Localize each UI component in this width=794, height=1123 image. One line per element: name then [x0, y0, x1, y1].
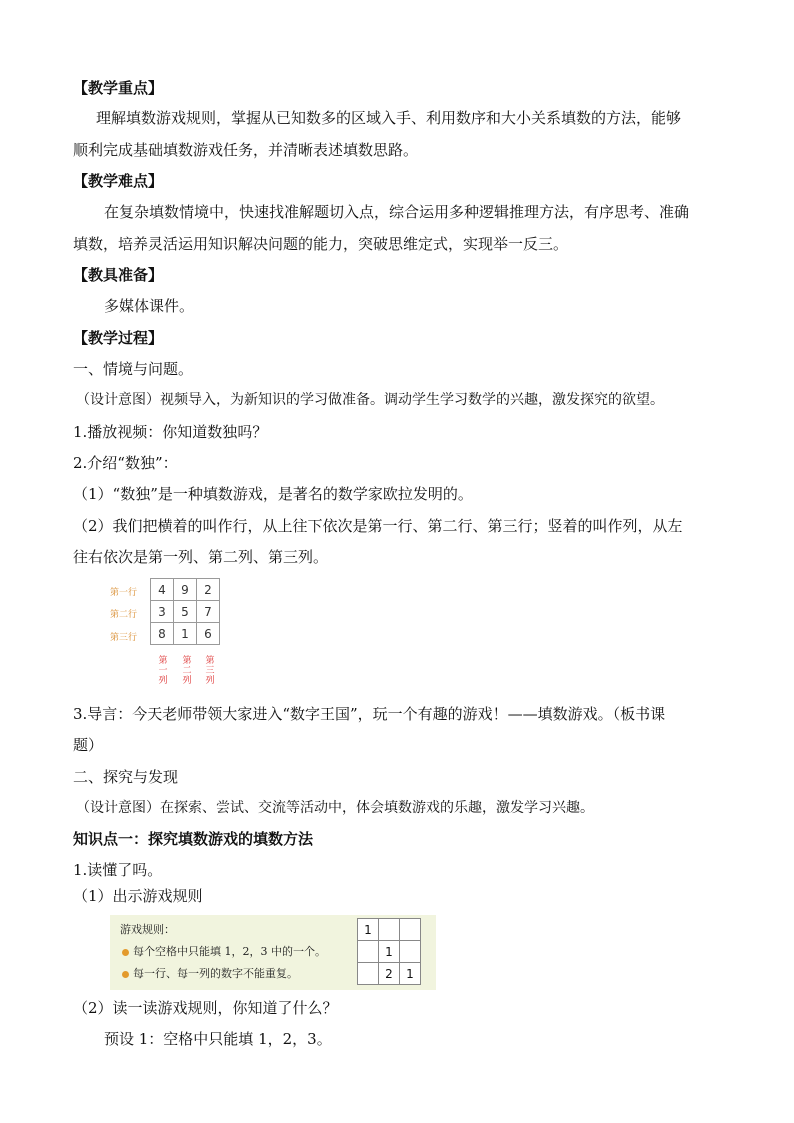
design-intent-2: （设计意图）在探索、尝试、交流等活动中，体会填数游戏的乐趣，激发学习兴趣。 [76, 800, 594, 816]
tools-text: 多媒体课件。 [104, 297, 195, 315]
rule-2: 每一行、每一列的数字不能重复。 [122, 965, 298, 981]
part1-title: 一、情境与问题。 [73, 360, 194, 378]
sudoku-cell: 8 [151, 623, 174, 645]
rules-cell [379, 919, 400, 941]
difficulty-text-2: 填数，培养灵活运用知识解决问题的能力，突破思维定式，实现举一反三。 [73, 235, 569, 253]
sudoku-cell: 4 [151, 579, 174, 601]
row-label-3: 第三行 [110, 633, 138, 643]
rules-cell [358, 941, 379, 963]
sudoku-grid [150, 578, 220, 645]
bullet-dot-icon [122, 949, 129, 956]
row-label-1: 第一行 [110, 588, 138, 598]
sudoku-cell: 6 [197, 623, 220, 645]
preset-1: 预设 1：空格中只能填 1，2，3。 [104, 1030, 332, 1048]
difficulty-text-1: 在复杂填数情境中，快速找准解题切入点，综合运用多种逻辑推理方法，有序思考、准确 [104, 203, 690, 221]
step-3-2: 题） [73, 736, 104, 754]
focus-text-1: 理解填数游戏规则，掌握从已知数多的区域入手、利用数序和大小关系填数的方法，能够 [96, 109, 682, 127]
col-label-1: 第 一 列 [158, 656, 168, 686]
rules-cell [358, 963, 379, 985]
sudoku-cell: 2 [197, 579, 220, 601]
col-label-3: 第 三 列 [205, 656, 215, 686]
step-2: 2.介绍“数独”： [73, 454, 178, 472]
design-intent-1: （设计意图）视频导入，为新知识的学习做准备。调动学生学习数学的兴趣，激发探究的欲望。 [76, 392, 664, 408]
rules-cell: 1 [358, 919, 379, 941]
rules-title: 游戏规则： [120, 923, 175, 936]
sudoku-cell: 5 [174, 601, 197, 623]
rules-cell: 2 [379, 963, 400, 985]
rules-cell [400, 919, 421, 941]
difficulty-heading: 【教学难点】 [73, 172, 164, 190]
rules-grid [357, 918, 421, 985]
process-heading: 【教学过程】 [73, 329, 164, 347]
read-1-b: （2）读一读游戏规则，你知道了什么？ [73, 999, 338, 1017]
sudoku-cell: 9 [174, 579, 197, 601]
focus-heading: 【教学重点】 [73, 79, 164, 97]
col-label-2: 第 二 列 [182, 656, 192, 686]
sudoku-cell: 3 [151, 601, 174, 623]
rules-cell: 1 [379, 941, 400, 963]
read-1: 1.读懂了吗。 [73, 861, 163, 879]
step-1: 1.播放视频：你知道数独吗？ [73, 423, 268, 441]
step-2-a: （1）“数独”是一种填数游戏，是著名的数学家欧拉发明的。 [73, 485, 473, 503]
rule-1: 每个空格中只能填 1，2，3 中的一个。 [122, 943, 326, 959]
rules-cell [400, 941, 421, 963]
tools-heading: 【教具准备】 [73, 266, 164, 284]
rules-cell: 1 [400, 963, 421, 985]
step-2-b-1: （2）我们把横着的叫作行，从上往下依次是第一行、第二行、第三行；竖着的叫作列，从左 [73, 517, 683, 535]
bullet-dot-icon [122, 971, 129, 978]
row-label-2: 第二行 [110, 610, 138, 620]
step-2-b-2: 往右依次是第一列、第二列、第三列。 [73, 548, 329, 566]
focus-text-2: 顺利完成基础填数游戏任务，并清晰表述填数思路。 [73, 141, 419, 159]
part2-title: 二、探究与发现 [73, 768, 179, 786]
sudoku-cell: 7 [197, 601, 220, 623]
step-3-1: 3.导言：今天老师带领大家进入“数字王国”，玩一个有趣的游戏！——填数游戏。（板书课 [73, 705, 666, 723]
knowledge-point-1: 知识点一：探究填数游戏的填数方法 [73, 830, 314, 848]
sudoku-cell: 1 [174, 623, 197, 645]
read-1-a: （1）出示游戏规则 [73, 887, 203, 905]
